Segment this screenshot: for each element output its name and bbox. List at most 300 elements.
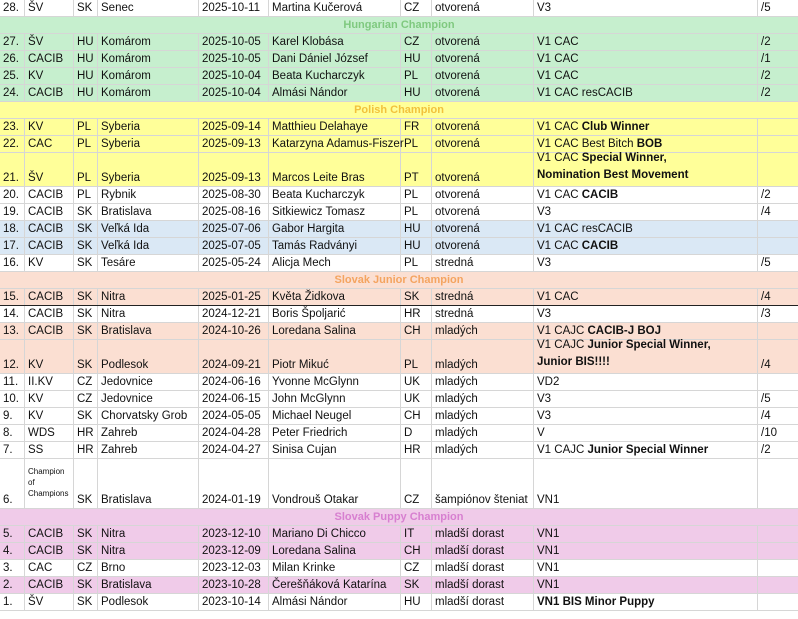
result-cell[interactable] [534,204,758,220]
show-type-cell[interactable] [25,577,74,593]
class-cell[interactable] [432,543,534,559]
entries-cell[interactable] [758,221,798,237]
show-type-cell[interactable] [25,408,74,424]
place-cell[interactable] [98,51,199,67]
entries-cell[interactable] [758,85,798,101]
country-cell[interactable] [74,51,98,67]
country-cell[interactable] [74,85,98,101]
result-cell[interactable] [534,374,758,390]
country-cell[interactable] [74,408,98,424]
judge-country-cell[interactable] [401,459,432,508]
place-cell[interactable] [98,136,199,152]
country-cell[interactable] [74,560,98,576]
judge-country-cell[interactable] [401,526,432,542]
class-cell[interactable] [432,577,534,593]
judge-cell[interactable] [269,459,401,508]
judge-cell[interactable] [269,221,401,237]
place-cell[interactable] [98,238,199,254]
class-cell[interactable] [432,459,534,508]
number-cell[interactable] [0,306,25,322]
country-cell[interactable] [74,340,98,373]
table-row[interactable] [0,425,798,442]
entries-cell[interactable] [758,289,798,305]
result-cell[interactable] [534,187,758,203]
date-cell[interactable] [199,221,269,237]
entries-cell[interactable] [758,560,798,576]
place-cell[interactable] [98,560,199,576]
entries-cell[interactable] [758,119,798,135]
judge-cell[interactable] [269,594,401,610]
table-row[interactable] [0,187,798,204]
place-cell[interactable] [98,85,199,101]
table-row[interactable] [0,85,798,102]
table-row[interactable] [0,408,798,425]
date-cell[interactable] [199,442,269,458]
result-cell[interactable] [534,425,758,441]
entries-cell[interactable] [758,153,798,186]
class-cell[interactable] [432,255,534,271]
show-type-cell[interactable] [25,374,74,390]
country-cell[interactable] [74,187,98,203]
judge-cell[interactable] [269,204,401,220]
table-row[interactable] [0,543,798,560]
date-cell[interactable] [199,459,269,508]
judge-country-cell[interactable] [401,85,432,101]
show-type-cell[interactable] [25,425,74,441]
class-cell[interactable] [432,323,534,339]
number-cell[interactable] [0,425,25,441]
place-cell[interactable] [98,425,199,441]
country-cell[interactable] [74,204,98,220]
entries-cell[interactable] [758,543,798,559]
date-cell[interactable] [199,289,269,305]
judge-country-cell[interactable] [401,560,432,576]
number-cell[interactable] [0,560,25,576]
section-header-row[interactable] [0,102,798,119]
entries-cell[interactable] [758,577,798,593]
number-cell[interactable] [0,323,25,339]
result-cell[interactable] [534,255,758,271]
place-cell[interactable] [98,459,199,508]
show-type-cell[interactable] [25,306,74,322]
result-cell[interactable] [534,238,758,254]
number-cell[interactable] [0,255,25,271]
table-row[interactable] [0,204,798,221]
table-row[interactable] [0,289,798,306]
table-row[interactable] [0,340,798,374]
entries-cell[interactable] [758,408,798,424]
number-cell[interactable] [0,221,25,237]
date-cell[interactable] [199,526,269,542]
judge-cell[interactable] [269,391,401,407]
number-cell[interactable] [0,526,25,542]
result-cell[interactable] [534,340,758,373]
table-row[interactable] [0,119,798,136]
date-cell[interactable] [199,153,269,186]
date-cell[interactable] [199,68,269,84]
class-cell[interactable] [432,526,534,542]
judge-country-cell[interactable] [401,221,432,237]
place-cell[interactable] [98,408,199,424]
date-cell[interactable] [199,425,269,441]
table-row[interactable] [0,577,798,594]
number-cell[interactable] [0,289,25,305]
place-cell[interactable] [98,187,199,203]
judge-cell[interactable] [269,0,401,16]
show-type-cell[interactable] [25,323,74,339]
number-cell[interactable] [0,543,25,559]
class-cell[interactable] [432,560,534,576]
result-cell[interactable] [534,306,758,322]
result-cell[interactable] [534,577,758,593]
date-cell[interactable] [199,374,269,390]
entries-cell[interactable] [758,442,798,458]
judge-cell[interactable] [269,68,401,84]
judge-country-cell[interactable] [401,306,432,322]
number-cell[interactable] [0,340,25,373]
class-cell[interactable] [432,153,534,186]
judge-country-cell[interactable] [401,204,432,220]
result-cell[interactable] [534,391,758,407]
show-type-cell[interactable] [25,0,74,16]
date-cell[interactable] [199,408,269,424]
judge-country-cell[interactable] [401,323,432,339]
entries-cell[interactable] [758,425,798,441]
country-cell[interactable] [74,374,98,390]
judge-cell[interactable] [269,136,404,152]
judge-cell[interactable] [269,187,401,203]
entries-cell[interactable] [758,340,798,373]
entries-cell[interactable] [758,136,798,152]
judge-cell[interactable] [269,560,401,576]
judge-cell[interactable] [269,442,401,458]
number-cell[interactable] [0,204,25,220]
class-cell[interactable] [432,51,534,67]
table-row[interactable] [0,68,798,85]
class-cell[interactable] [432,204,534,220]
show-type-cell[interactable] [25,238,74,254]
show-type-cell[interactable] [25,187,74,203]
result-cell[interactable] [534,526,758,542]
show-type-cell[interactable] [25,459,74,508]
judge-cell[interactable] [269,323,401,339]
country-cell[interactable] [74,34,98,50]
judge-cell[interactable] [269,425,401,441]
judge-cell[interactable] [269,340,401,373]
date-cell[interactable] [199,238,269,254]
entries-cell[interactable] [758,238,798,254]
date-cell[interactable] [199,85,269,101]
class-cell[interactable] [432,340,534,373]
judge-cell[interactable] [269,153,401,186]
table-row[interactable] [0,238,798,255]
judge-cell[interactable] [269,526,401,542]
number-cell[interactable] [0,408,25,424]
judge-country-cell[interactable] [401,136,432,152]
place-cell[interactable] [98,204,199,220]
show-type-cell[interactable] [25,153,74,186]
judge-country-cell[interactable] [401,0,432,16]
country-cell[interactable] [74,289,98,305]
class-cell[interactable] [432,594,534,610]
judge-cell[interactable] [269,51,401,67]
place-cell[interactable] [98,577,199,593]
result-cell[interactable] [534,289,758,305]
judge-country-cell[interactable] [401,340,432,373]
number-cell[interactable] [0,238,25,254]
entries-cell[interactable] [758,204,798,220]
judge-cell[interactable] [269,289,401,305]
table-row[interactable] [0,374,798,391]
country-cell[interactable] [74,526,98,542]
result-cell[interactable] [534,543,758,559]
judge-country-cell[interactable] [401,187,432,203]
place-cell[interactable] [98,594,199,610]
class-cell[interactable] [432,374,534,390]
table-row[interactable] [0,34,798,51]
result-cell[interactable] [534,119,758,135]
place-cell[interactable] [98,255,199,271]
entries-cell[interactable] [758,34,798,50]
country-cell[interactable] [74,119,98,135]
place-cell[interactable] [98,374,199,390]
entries-cell[interactable] [758,391,798,407]
result-cell[interactable] [534,442,758,458]
show-type-cell[interactable] [25,136,74,152]
show-type-cell[interactable] [25,119,74,135]
date-cell[interactable] [199,51,269,67]
number-cell[interactable] [0,34,25,50]
judge-country-cell[interactable] [401,391,432,407]
show-type-cell[interactable] [25,85,74,101]
country-cell[interactable] [74,323,98,339]
table-row[interactable] [0,459,798,509]
date-cell[interactable] [199,34,269,50]
judge-country-cell[interactable] [401,289,432,305]
place-cell[interactable] [98,68,199,84]
result-cell[interactable] [534,560,758,576]
result-cell[interactable] [534,459,758,508]
country-cell[interactable] [74,442,98,458]
judge-cell[interactable] [269,34,401,50]
class-cell[interactable] [432,442,534,458]
judge-cell[interactable] [269,119,401,135]
show-type-cell[interactable] [25,51,74,67]
judge-cell[interactable] [269,238,401,254]
section-header-row[interactable] [0,509,798,526]
judge-cell[interactable] [269,374,401,390]
section-header-row[interactable] [0,17,798,34]
number-cell[interactable] [0,68,25,84]
class-cell[interactable] [432,85,534,101]
date-cell[interactable] [199,577,269,593]
entries-cell[interactable] [758,255,798,271]
class-cell[interactable] [432,221,534,237]
date-cell[interactable] [199,594,269,610]
show-type-cell[interactable] [25,289,74,305]
number-cell[interactable] [0,0,25,16]
class-cell[interactable] [432,136,534,152]
place-cell[interactable] [98,0,199,16]
judge-cell[interactable] [269,255,401,271]
show-type-cell[interactable] [25,204,74,220]
number-cell[interactable] [0,594,25,610]
judge-country-cell[interactable] [401,543,432,559]
class-cell[interactable] [432,0,534,16]
place-cell[interactable] [98,289,199,305]
judge-cell[interactable] [269,306,401,322]
country-cell[interactable] [74,68,98,84]
judge-cell[interactable] [269,543,401,559]
place-cell[interactable] [98,543,199,559]
show-type-cell[interactable] [25,68,74,84]
table-row[interactable] [0,221,798,238]
date-cell[interactable] [199,119,269,135]
section-header-row[interactable] [0,272,798,289]
country-cell[interactable] [74,594,98,610]
number-cell[interactable] [0,153,25,186]
entries-cell[interactable] [758,187,798,203]
table-row[interactable] [0,51,798,68]
place-cell[interactable] [98,306,199,322]
table-row[interactable] [0,560,798,577]
place-cell[interactable] [98,391,199,407]
number-cell[interactable] [0,51,25,67]
country-cell[interactable] [74,391,98,407]
show-type-cell[interactable] [25,594,74,610]
result-cell[interactable] [534,0,758,16]
number-cell[interactable] [0,374,25,390]
date-cell[interactable] [199,340,269,373]
class-cell[interactable] [432,408,534,424]
entries-cell[interactable] [758,306,798,322]
country-cell[interactable] [74,425,98,441]
date-cell[interactable] [199,323,269,339]
number-cell[interactable] [0,459,25,508]
country-cell[interactable] [74,255,98,271]
number-cell[interactable] [0,391,25,407]
entries-cell[interactable] [758,374,798,390]
judge-cell[interactable] [269,577,401,593]
country-cell[interactable] [74,153,98,186]
entries-cell[interactable] [758,459,798,508]
show-type-cell[interactable] [25,442,74,458]
judge-country-cell[interactable] [401,442,432,458]
place-cell[interactable] [98,153,199,186]
judge-country-cell[interactable] [401,425,432,441]
table-row[interactable] [0,255,798,272]
class-cell[interactable] [432,68,534,84]
judge-country-cell[interactable] [401,374,432,390]
class-cell[interactable] [432,289,534,305]
judge-country-cell[interactable] [401,255,432,271]
result-cell[interactable] [534,68,758,84]
judge-country-cell[interactable] [401,577,432,593]
judge-country-cell[interactable] [401,119,432,135]
country-cell[interactable] [74,543,98,559]
entries-cell[interactable] [758,594,798,610]
number-cell[interactable] [0,136,25,152]
date-cell[interactable] [199,204,269,220]
date-cell[interactable] [199,187,269,203]
result-cell[interactable] [534,51,758,67]
entries-cell[interactable] [758,68,798,84]
entries-cell[interactable] [758,526,798,542]
result-cell[interactable] [534,34,758,50]
entries-cell[interactable] [758,51,798,67]
place-cell[interactable] [98,221,199,237]
table-row[interactable] [0,0,798,17]
show-type-cell[interactable] [25,255,74,271]
country-cell[interactable] [74,459,98,508]
result-cell[interactable] [534,153,758,186]
class-cell[interactable] [432,34,534,50]
place-cell[interactable] [98,34,199,50]
judge-country-cell[interactable] [401,408,432,424]
table-row[interactable] [0,136,798,153]
country-cell[interactable] [74,221,98,237]
judge-country-cell[interactable] [401,238,432,254]
date-cell[interactable] [199,0,269,16]
country-cell[interactable] [74,577,98,593]
table-row[interactable] [0,526,798,543]
result-cell[interactable] [534,594,758,610]
class-cell[interactable] [432,187,534,203]
show-type-cell[interactable] [25,34,74,50]
judge-country-cell[interactable] [401,68,432,84]
result-cell[interactable] [534,408,758,424]
table-row[interactable] [0,391,798,408]
class-cell[interactable] [432,306,534,322]
show-type-cell[interactable] [25,340,74,373]
table-row[interactable] [0,594,798,611]
place-cell[interactable] [98,323,199,339]
judge-cell[interactable] [269,408,401,424]
place-cell[interactable] [98,119,199,135]
place-cell[interactable] [98,340,199,373]
country-cell[interactable] [74,306,98,322]
date-cell[interactable] [199,255,269,271]
judge-cell[interactable] [269,85,401,101]
entries-cell[interactable] [758,0,798,16]
country-cell[interactable] [74,136,98,152]
judge-country-cell[interactable] [401,153,432,186]
date-cell[interactable] [199,306,269,322]
show-type-cell[interactable] [25,221,74,237]
date-cell[interactable] [199,543,269,559]
date-cell[interactable] [199,391,269,407]
date-cell[interactable] [199,560,269,576]
number-cell[interactable] [0,577,25,593]
class-cell[interactable] [432,119,534,135]
date-cell[interactable] [199,136,269,152]
place-cell[interactable] [98,442,199,458]
judge-country-cell[interactable] [401,51,432,67]
show-type-cell[interactable] [25,391,74,407]
number-cell[interactable] [0,442,25,458]
table-row[interactable] [0,442,798,459]
number-cell[interactable] [0,119,25,135]
place-cell[interactable] [98,526,199,542]
table-row[interactable] [0,153,798,187]
show-type-cell[interactable] [25,543,74,559]
judge-country-cell[interactable] [401,594,432,610]
show-type-cell[interactable] [25,526,74,542]
result-cell[interactable] [534,221,758,237]
number-cell[interactable] [0,187,25,203]
class-cell[interactable] [432,425,534,441]
class-cell[interactable] [432,238,534,254]
